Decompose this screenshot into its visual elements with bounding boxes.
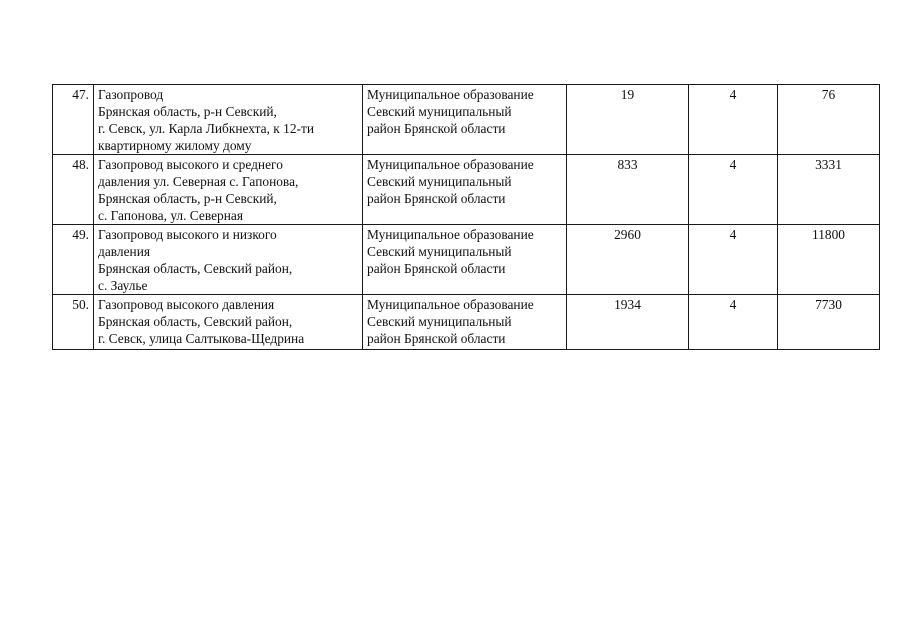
object-name-line: г. Севск, улица Салтыкова-Щедрина (98, 331, 305, 346)
length-cell: 2960 (567, 225, 689, 295)
owner-cell (363, 295, 567, 350)
table-row (53, 85, 880, 155)
owner-cell (363, 225, 567, 295)
object-name-line: с. Заулье (98, 278, 148, 293)
rate-cell: 4 (689, 155, 778, 225)
owner-line: Муниципальное образование (367, 227, 534, 242)
object-name-line: Газопровод (98, 87, 164, 102)
owner-line: район Брянской области (367, 191, 506, 206)
object-name-line: г. Севск, ул. Карла Либкнехта, к 12-ти (98, 121, 315, 136)
object-name-line: Брянская область, р-н Севский, (98, 104, 277, 119)
table-row (53, 295, 880, 350)
owner-line: Севский муниципальный (367, 174, 512, 189)
row-number: 50. (53, 295, 94, 350)
object-name-line: давления ул. Северная с. Гапонова, (98, 174, 299, 189)
total-cell: 76 (778, 85, 880, 155)
object-name-line: Брянская область, Севский район, (98, 314, 293, 329)
table-row (53, 225, 880, 295)
owner-line: Муниципальное образование (367, 297, 534, 312)
object-name-line: квартирному жилому дому (98, 138, 252, 153)
object-name-line: Брянская область, Севский район, (98, 261, 293, 276)
owner-line: район Брянской области (367, 121, 506, 136)
row-number: 49. (53, 225, 94, 295)
owner-line: Севский муниципальный (367, 244, 512, 259)
object-name-cell (94, 295, 363, 350)
table-row (53, 155, 880, 225)
row-number: 48. (53, 155, 94, 225)
row-number: 47. (53, 85, 94, 155)
length-cell: 1934 (567, 295, 689, 350)
total-cell: 7730 (778, 295, 880, 350)
object-name-line: давления (98, 244, 151, 259)
length-cell: 19 (567, 85, 689, 155)
owner-line: Севский муниципальный (367, 104, 512, 119)
owner-line: Муниципальное образование (367, 87, 534, 102)
object-name-cell (94, 225, 363, 295)
object-name-line: Газопровод высокого и среднего (98, 157, 283, 172)
owner-line: район Брянской области (367, 261, 506, 276)
rate-cell: 4 (689, 225, 778, 295)
object-name-cell (94, 85, 363, 155)
length-cell: 833 (567, 155, 689, 225)
rate-cell: 4 (689, 85, 778, 155)
total-cell: 3331 (778, 155, 880, 225)
object-name-cell (94, 155, 363, 225)
owner-line: район Брянской области (367, 331, 506, 346)
object-name-line: Газопровод высокого давления (98, 297, 275, 312)
object-name-line: Брянская область, р-н Севский, (98, 191, 277, 206)
owner-cell (363, 155, 567, 225)
rate-cell: 4 (689, 295, 778, 350)
owner-line: Муниципальное образование (367, 157, 534, 172)
object-name-line: с. Гапонова, ул. Северная (98, 208, 243, 223)
gas-pipeline-table (52, 84, 880, 350)
object-name-line: Газопровод высокого и низкого (98, 227, 277, 242)
owner-cell (363, 85, 567, 155)
total-cell: 11800 (778, 225, 880, 295)
owner-line: Севский муниципальный (367, 314, 512, 329)
